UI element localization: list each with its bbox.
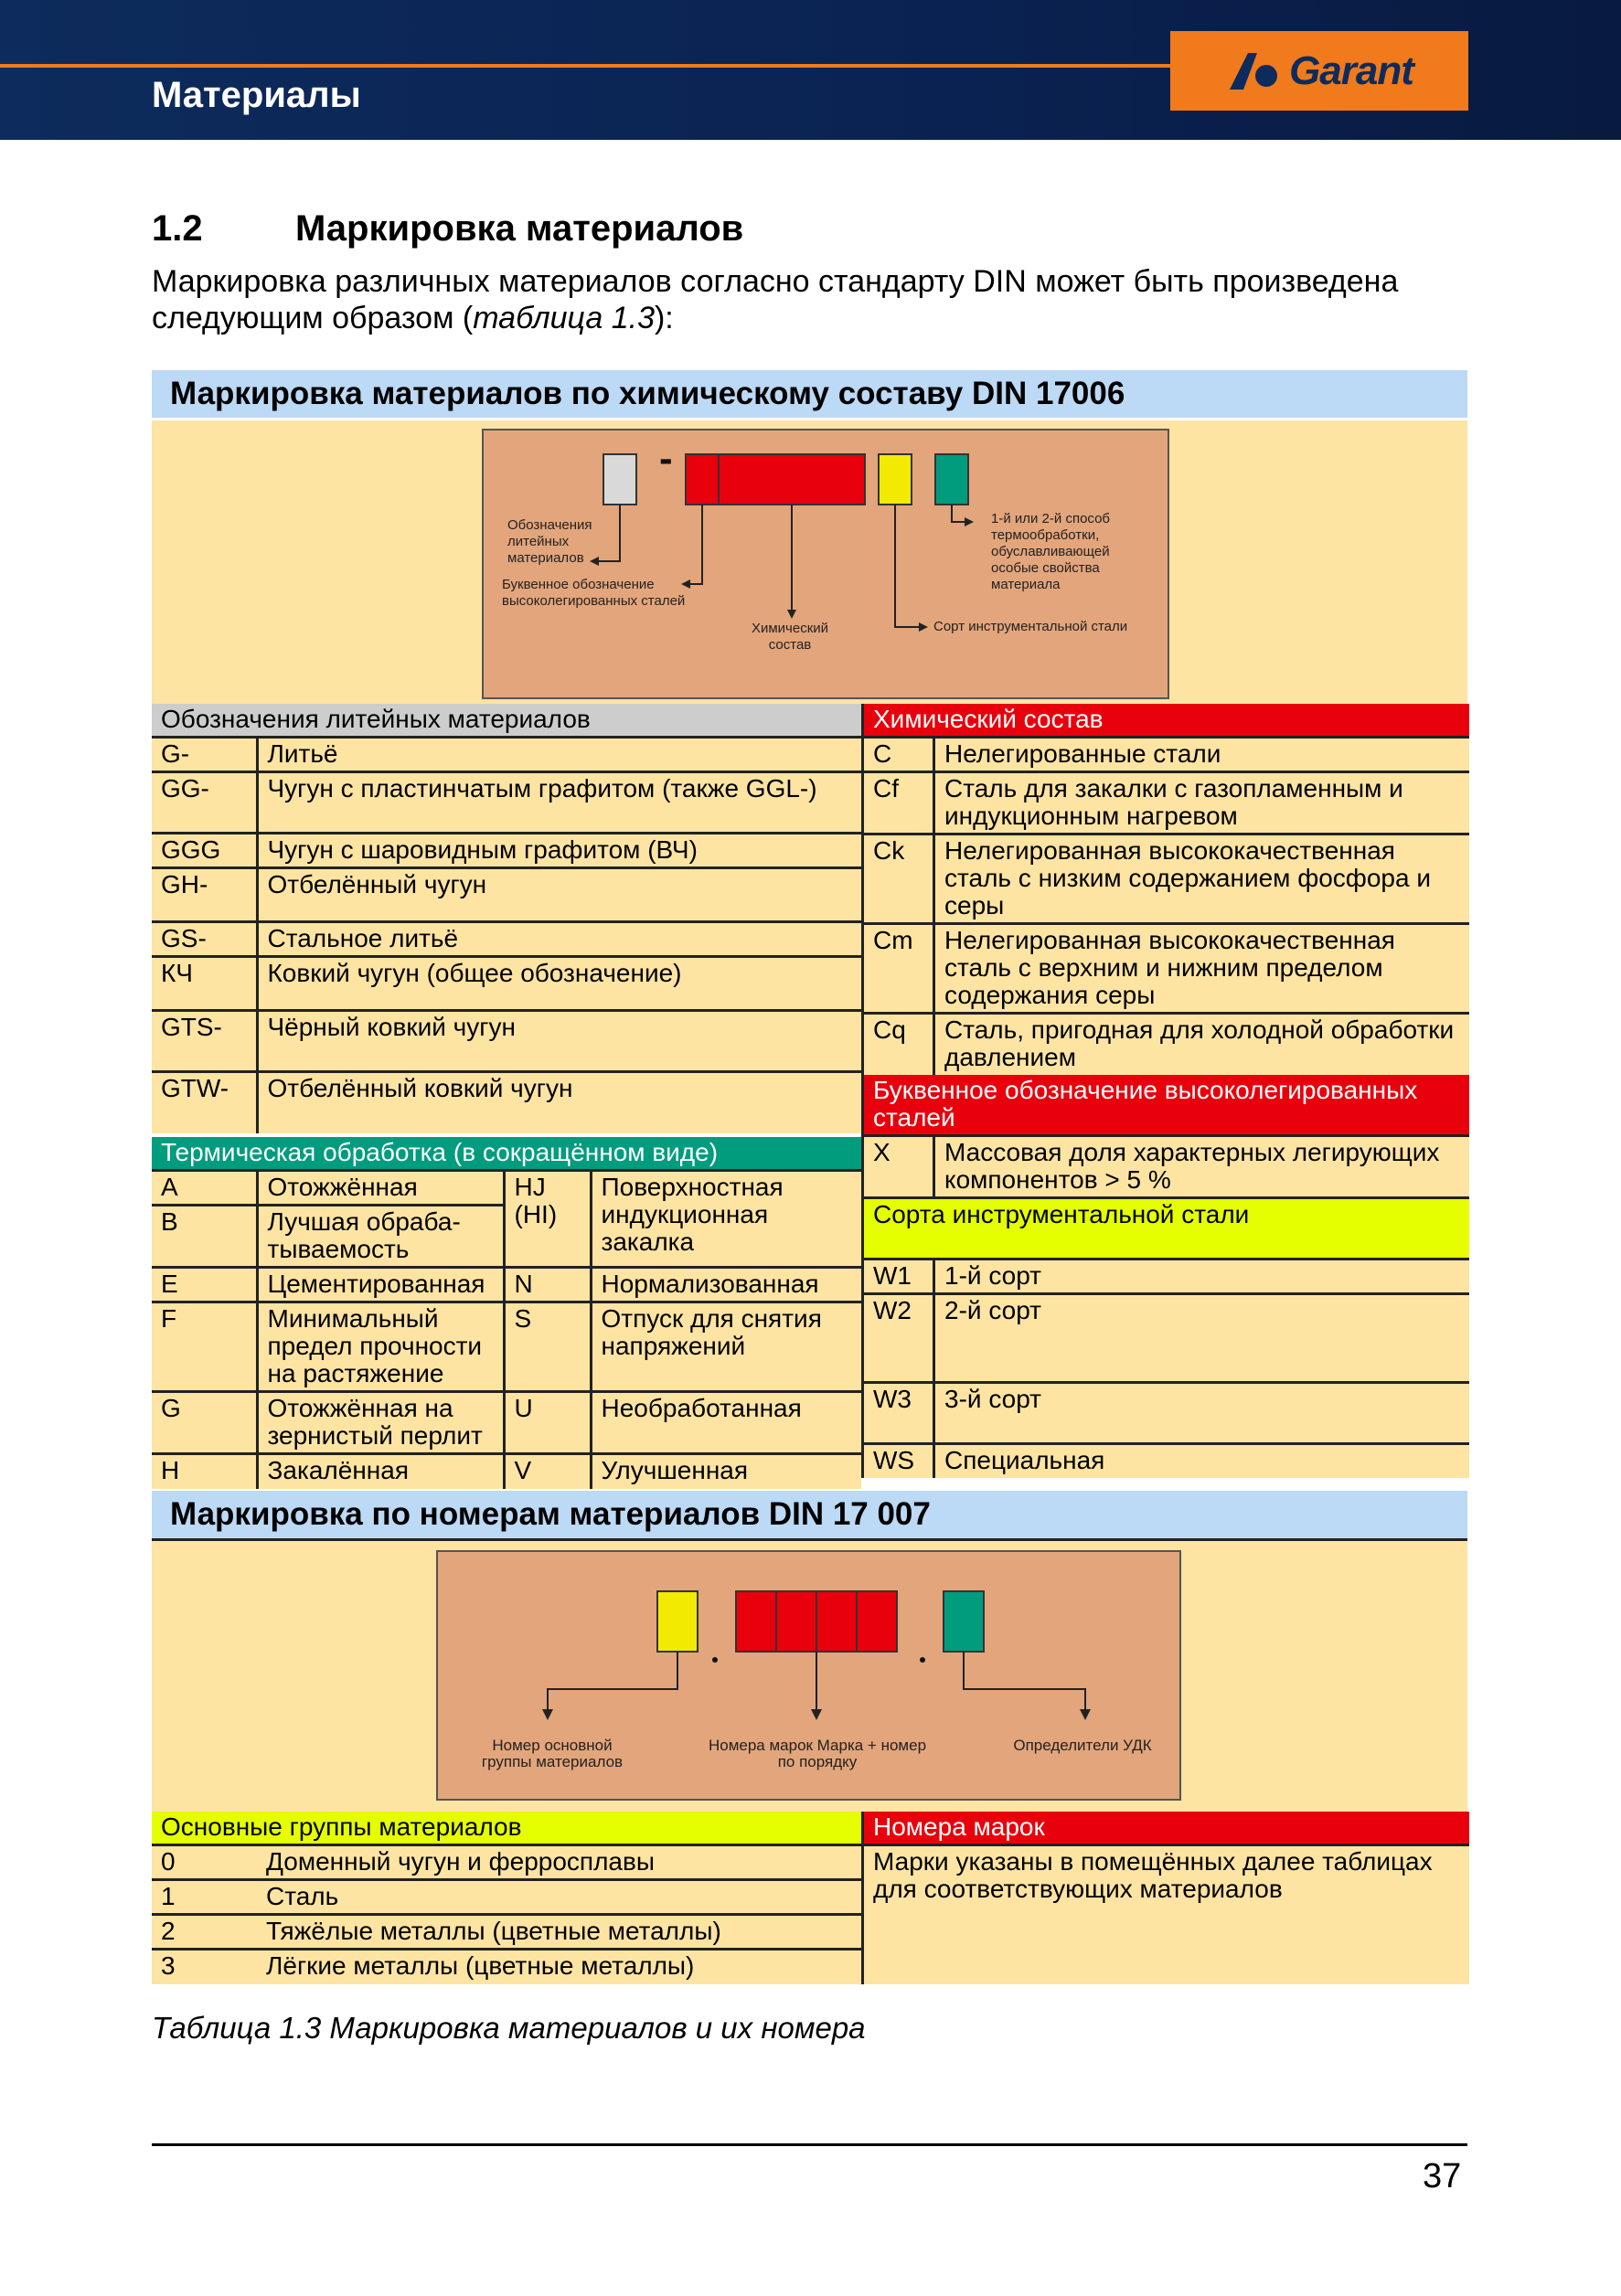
table-row bbox=[152, 1392, 861, 1454]
diagram1-label-highalloy: Буквенное обозначение высоколегированных сталей bbox=[502, 577, 686, 609]
table-row bbox=[152, 868, 861, 922]
table-caption: Таблица 1.3 Маркировка материалов и их номера bbox=[152, 2011, 866, 2045]
tool-code: W3 bbox=[863, 1382, 934, 1443]
highalloy-code: X bbox=[863, 1135, 934, 1197]
chem-code: Cm bbox=[863, 924, 934, 1014]
cast-desc: Отбелённый ковкий чугун bbox=[257, 1072, 861, 1133]
section-number: 1.2 bbox=[152, 208, 203, 249]
table-row bbox=[863, 1382, 1469, 1443]
intro-text: Маркировка различных материалов согласно стандарту DIN может быть произведена следующим образом ( bbox=[152, 264, 1399, 335]
table-row bbox=[152, 1845, 861, 1880]
heat-desc: Отожжённая на зернистый перлит bbox=[257, 1392, 504, 1454]
intro-table-ref: таблица 1.3 bbox=[473, 301, 655, 335]
table-row bbox=[152, 1950, 861, 1984]
footer-line bbox=[152, 2143, 1467, 2146]
chem-desc: Нелегированные стали bbox=[934, 738, 1469, 772]
page-number: 37 bbox=[1423, 2157, 1462, 2195]
heat-desc: Поверхностная индукционная закалка bbox=[591, 1171, 861, 1268]
group-code: 2 bbox=[152, 1915, 257, 1950]
highalloy-desc: Массовая доля характерных легирующих компонентов > 5 % bbox=[934, 1135, 1469, 1197]
heat-desc: Цементированная bbox=[257, 1268, 504, 1302]
group-desc: Тяжёлые металлы (цветные металлы) bbox=[257, 1915, 861, 1950]
table-row bbox=[152, 1915, 861, 1950]
table-row bbox=[152, 922, 861, 957]
tool-code: W2 bbox=[863, 1293, 934, 1382]
heat-desc: Закалённая bbox=[257, 1454, 504, 1489]
chem-desc: Сталь, пригодная для холодной обработки давлением bbox=[934, 1014, 1469, 1075]
table-row bbox=[152, 738, 861, 772]
table-row bbox=[152, 1171, 861, 1206]
chem-desc: Нелегированная высококачественная сталь с низким содержанием фосфора и серы bbox=[934, 834, 1469, 924]
cast-code: GH- bbox=[152, 868, 257, 922]
heat-treatment-table bbox=[152, 1137, 861, 1489]
diagram-chemical-composition bbox=[482, 429, 1169, 699]
table-row bbox=[152, 772, 861, 834]
tool-steel-header: Сорта инструментальной стали bbox=[863, 1197, 1469, 1259]
heat-code: HJ (HI) bbox=[504, 1171, 591, 1268]
group-desc: Сталь bbox=[257, 1880, 861, 1915]
group-desc: Лёгкие металлы (цветные металлы) bbox=[266, 1951, 695, 1980]
garant-logo-icon bbox=[1225, 48, 1289, 94]
diagram2-label-marks: Номера марок Марка + номер по порядку bbox=[708, 1737, 927, 1770]
header-title: Материалы bbox=[152, 75, 361, 115]
diagram1-dash: - bbox=[659, 436, 673, 481]
diagram2-label-udk: Определители УДК bbox=[1013, 1737, 1152, 1754]
diagram1-label-heat: 1-й или 2-й способ термообработки, обуславливающей особые свойства материала bbox=[991, 511, 1111, 592]
diagram1-label-cast: Обозначения литейных материалов bbox=[507, 517, 592, 566]
cast-code: GS- bbox=[152, 922, 257, 957]
chemical-composition-table bbox=[861, 704, 1469, 1478]
header-accent-line bbox=[0, 64, 1172, 68]
cast-desc: Отбелённый чугун bbox=[257, 868, 861, 922]
chem-code: Cq bbox=[863, 1014, 934, 1075]
heat-table-header: Термическая обработка (в сокращённом виде) bbox=[152, 1137, 861, 1171]
cast-materials-table bbox=[152, 704, 861, 1133]
group-code: 0 bbox=[152, 1845, 257, 1880]
table-row bbox=[863, 738, 1469, 772]
heat-code: G bbox=[152, 1392, 257, 1454]
table-row bbox=[152, 1880, 861, 1915]
tool-desc: Специальная bbox=[934, 1443, 1469, 1478]
heat-code: S bbox=[504, 1302, 591, 1392]
logo-text: Garant bbox=[1289, 48, 1413, 93]
heat-desc: Отпуск для снятия напряжений bbox=[591, 1302, 861, 1392]
heat-code: N bbox=[504, 1268, 591, 1302]
table-row bbox=[863, 1014, 1469, 1075]
table-row bbox=[152, 1268, 861, 1302]
diagram2-label-group: Номер основной группы материалов bbox=[481, 1737, 624, 1770]
band-chemical-marking: Маркировка материалов по химическому составу DIN 17006 bbox=[152, 370, 1467, 418]
tool-code: WS bbox=[863, 1443, 934, 1478]
cast-desc: Чугун с шаровидным графитом (ВЧ) bbox=[257, 834, 861, 868]
heat-code: E bbox=[152, 1268, 257, 1302]
heat-code: U bbox=[504, 1392, 591, 1454]
heat-code: V bbox=[504, 1454, 591, 1489]
table-row bbox=[152, 1302, 861, 1392]
table-row bbox=[863, 834, 1469, 924]
heat-desc: Отожжённая bbox=[257, 1171, 504, 1206]
table-row bbox=[863, 1135, 1469, 1197]
cast-desc: Стальное литьё bbox=[257, 922, 861, 957]
chem-desc: Нелегированная высококачественная сталь с верхним и нижним пределом содержания серы bbox=[934, 924, 1469, 1014]
material-groups-table bbox=[152, 1812, 861, 1984]
garant-logo bbox=[1170, 31, 1468, 111]
cast-code: GG- bbox=[152, 772, 257, 834]
heat-desc: Нормализованная bbox=[591, 1268, 861, 1302]
mark-numbers-table bbox=[861, 1812, 1469, 1984]
cast-code: G- bbox=[152, 738, 257, 772]
cast-code: GTS- bbox=[152, 1011, 257, 1072]
tool-desc: 3-й сорт bbox=[934, 1382, 1469, 1443]
heat-desc: Необработанная bbox=[591, 1392, 861, 1454]
heat-code: B bbox=[152, 1206, 257, 1268]
cast-code: GTW- bbox=[161, 1074, 229, 1102]
cast-code: GGG bbox=[152, 834, 257, 868]
heat-code: H bbox=[161, 1456, 180, 1484]
table-row bbox=[863, 1293, 1469, 1382]
diagram1-label-chem: Химический состав bbox=[751, 621, 829, 653]
intro-text-end: ): bbox=[654, 301, 674, 335]
marks-table-header: Номера марок bbox=[863, 1812, 1469, 1845]
heat-code: A bbox=[152, 1171, 257, 1206]
cast-desc: Чёрный ковкий чугун bbox=[257, 1011, 861, 1072]
table-row bbox=[863, 1443, 1469, 1478]
groups-table-header: Основные группы материалов bbox=[152, 1812, 861, 1845]
tool-desc: 2-й сорт bbox=[934, 1293, 1469, 1382]
tool-code: W1 bbox=[863, 1259, 934, 1293]
tool-desc: 1-й сорт bbox=[934, 1259, 1469, 1293]
table-row bbox=[152, 1072, 861, 1133]
diagram-material-numbers bbox=[436, 1550, 1181, 1801]
intro-paragraph bbox=[152, 263, 1477, 336]
cast-desc: Ковкий чугун (общее обозначение) bbox=[257, 957, 861, 1011]
heat-desc: Лучшая обраба-тываемость bbox=[257, 1206, 504, 1268]
group-code: 3 bbox=[161, 1951, 176, 1980]
cast-table-header: Обозначения литейных материалов bbox=[152, 704, 861, 738]
heat-desc: Улучшенная bbox=[591, 1454, 861, 1489]
chem-table-header: Химический состав bbox=[863, 704, 1469, 738]
band-number-marking: Маркировка по номерам материалов DIN 17 007 bbox=[152, 1491, 1467, 1541]
cast-desc: Литьё bbox=[257, 738, 861, 772]
highalloy-header: Буквенное обозначение высоколегированных сталей bbox=[863, 1075, 1469, 1136]
group-code: 1 bbox=[152, 1880, 257, 1915]
group-desc: Доменный чугун и ферросплавы bbox=[257, 1845, 861, 1880]
table-row bbox=[863, 1259, 1469, 1293]
table-row bbox=[152, 1454, 861, 1489]
chem-code: Cf bbox=[863, 772, 934, 834]
table-row bbox=[863, 772, 1469, 834]
chem-code: C bbox=[863, 738, 934, 772]
heat-desc: Минимальный предел прочности на растяжение bbox=[257, 1302, 504, 1392]
heat-code: F bbox=[152, 1302, 257, 1392]
marks-table-text: Марки указаны в помещённых далее таблицах для соответствующих материалов bbox=[863, 1845, 1469, 1984]
table-row bbox=[863, 924, 1469, 1014]
table-row bbox=[152, 957, 861, 1011]
table-row bbox=[152, 834, 861, 868]
section-title: Маркировка материалов bbox=[295, 208, 744, 249]
diagram1-label-tool: Сорт инструментальной стали bbox=[933, 619, 1128, 634]
cast-code: КЧ bbox=[152, 957, 257, 1011]
chem-desc: Сталь для закалки с газопламенным и индукционным нагревом bbox=[934, 772, 1469, 834]
chem-code: Ck bbox=[863, 834, 934, 924]
table-row bbox=[152, 1011, 861, 1072]
cast-desc: Чугун с пластинчатым графитом (также GGL-) bbox=[257, 772, 861, 834]
